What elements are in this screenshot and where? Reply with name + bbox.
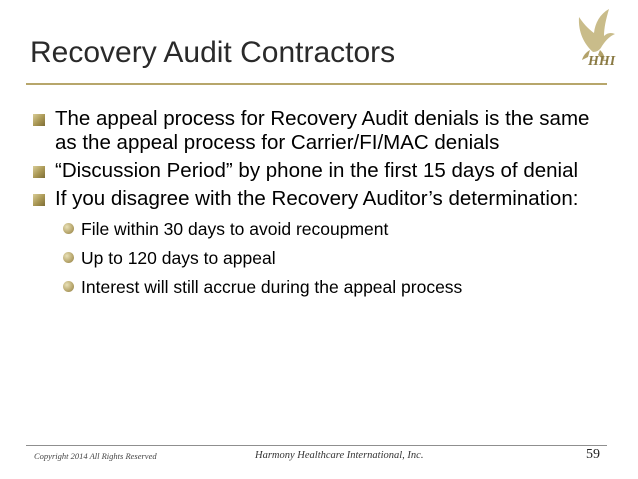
round-bullet-icon [63, 281, 74, 292]
bullet-item [33, 187, 593, 211]
sub-bullet-text: Interest will still accrue during the appeal process [81, 277, 463, 297]
sub-bullet-text: Up to 120 days to appeal [81, 248, 276, 268]
bullet-text: “Discussion Period” by phone in the first 15 days of denial [55, 159, 579, 182]
company-name: Harmony Healthcare International, Inc. [255, 450, 424, 461]
round-bullet-icon [63, 223, 74, 234]
sub-bullet-item [63, 218, 593, 240]
square-bullet-icon [33, 194, 45, 206]
round-bullet-icon [63, 252, 74, 263]
hhi-logo [560, 6, 624, 74]
bullet-item [33, 107, 593, 155]
square-bullet-icon [33, 166, 45, 178]
logo-text: HHI [588, 54, 616, 69]
square-bullet-icon [33, 114, 45, 126]
sub-bullet-list [33, 218, 593, 298]
slide-title: Recovery Audit Contractors [30, 36, 396, 69]
bullet-text: If you disagree with the Recovery Auditor’s determination: [55, 187, 579, 210]
bullet-list [33, 107, 593, 305]
page-number: 59 [586, 447, 600, 462]
sub-bullet-item [63, 276, 593, 298]
copyright-text: Copyright 2014 All Rights Reserved [34, 451, 157, 461]
footer-divider [26, 445, 607, 446]
sub-bullet-item [63, 247, 593, 269]
bullet-item [33, 159, 593, 183]
title-divider [26, 83, 607, 85]
sub-bullet-text: File within 30 days to avoid recoupment [81, 219, 389, 239]
bullet-text: The appeal process for Recovery Audit denials is the same as the appeal process for Carrier/FI/MAC denials [55, 107, 590, 154]
